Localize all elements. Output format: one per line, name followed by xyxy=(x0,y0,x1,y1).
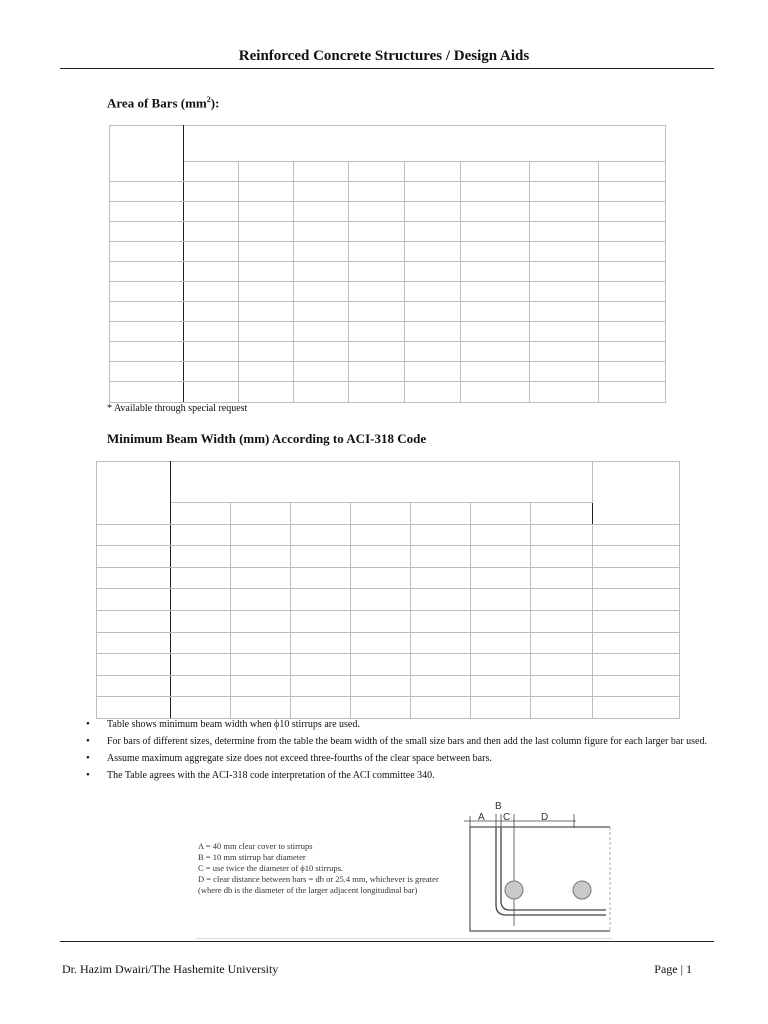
area-of-bars-table xyxy=(109,125,666,403)
header-rule xyxy=(60,68,714,69)
section-title-superscript: 2 xyxy=(206,95,211,104)
min-beam-width-table xyxy=(96,461,680,719)
bullet-item: • Assume maximum aggregate size does not exceed three-fourths of the clear space between bars. xyxy=(86,751,726,766)
legend-line-db: (where db is the diameter of the larger adjacent longitudinal bar) xyxy=(198,885,418,895)
footer-page-number: Page | 1 xyxy=(654,962,692,976)
bullet-item: • For bars of different sizes, determine from the table the beam width of the small size bars and then add the last column figure for each larger bar used. xyxy=(86,734,726,749)
label-b: B xyxy=(495,801,502,812)
stirrup-outer xyxy=(496,828,606,915)
longitudinal-bar xyxy=(505,881,523,899)
legend-line-b: B = 10 mm stirrup bar diameter xyxy=(198,852,306,862)
label-a: A xyxy=(478,812,485,823)
notes-bullet-list xyxy=(86,717,726,785)
section-title-min-beam-width: Minimum Beam Width (mm) According to ACI-318 Code xyxy=(107,431,427,446)
label-d: D xyxy=(541,812,549,823)
section-title-area-of-bars xyxy=(107,95,219,111)
bullet-item: • Table shows minimum beam width when ϕ10 stirrups are used. xyxy=(86,717,726,732)
bullet-item: • The Table agrees with the ACI-318 code interpretation of the ACI committee 340. xyxy=(86,768,726,783)
footer-rule xyxy=(60,941,714,942)
legend-line-d: D = clear distance between bars = db or 25.4 mm, whichever is greater xyxy=(198,874,439,884)
section-title-end: ): xyxy=(210,95,220,111)
legend-line-c: C = use twice the diameter of ϕ10 stirrups. xyxy=(198,863,343,873)
longitudinal-bar xyxy=(573,881,591,899)
label-c: C xyxy=(503,812,511,823)
figure-legend xyxy=(198,841,439,896)
beam-section-diagram xyxy=(460,800,620,938)
legend-line-a: A = 40 mm clear cover to stirrups xyxy=(198,841,313,851)
page-header-title: Reinforced Concrete Structures / Design Aids xyxy=(238,48,530,64)
figure-baseline xyxy=(196,938,612,939)
section-title-text: Area of Bars (mm xyxy=(107,95,207,111)
footnote-special-request: * Available through special request xyxy=(107,403,248,414)
footer-author: Dr. Hazim Dwairi/The Hashemite University xyxy=(62,962,279,976)
